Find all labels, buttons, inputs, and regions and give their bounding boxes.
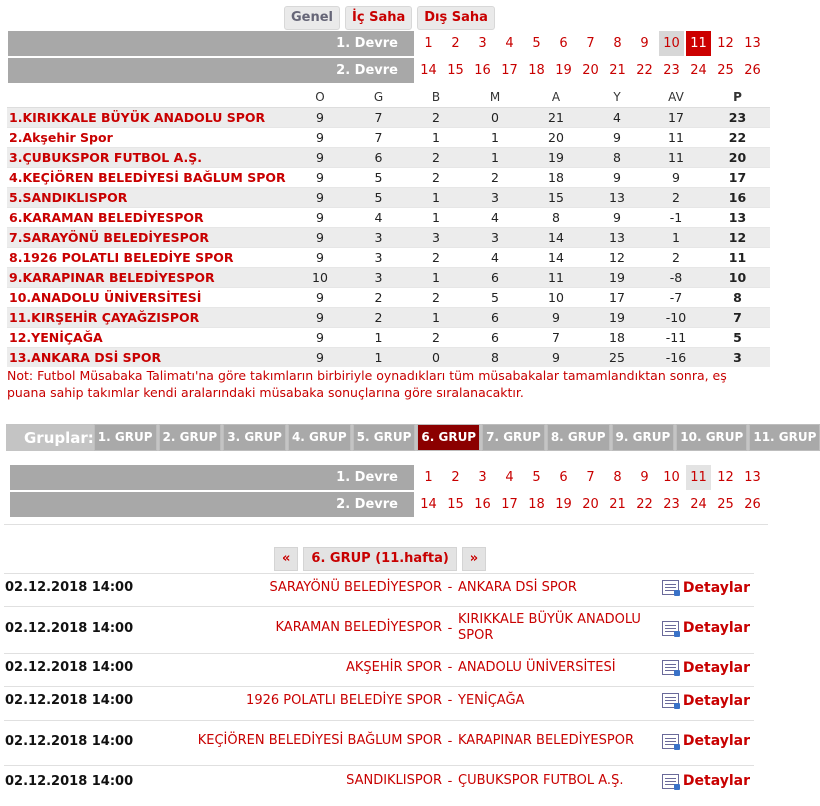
cell-o: 9 — [290, 148, 350, 168]
week-selector-first-half-lower — [10, 465, 765, 490]
cell-o: 10 — [290, 268, 350, 288]
groups-bar — [6, 424, 817, 451]
cell-o: 9 — [290, 208, 350, 228]
cell-g: 5 — [350, 168, 407, 188]
week-link[interactable]: 6 — [551, 31, 576, 56]
details-link[interactable] — [662, 733, 754, 749]
devre-label: 2. Devre — [10, 492, 414, 517]
cell-points: 16 — [705, 188, 770, 208]
cell-y: 9 — [587, 128, 647, 148]
team-name-link[interactable]: 1.KIRIKKALE BÜYÜK ANADOLU SPOR — [7, 108, 290, 128]
details-label: Detaylar — [682, 620, 750, 636]
group-button[interactable]: 9. GRUP — [612, 424, 675, 451]
week-link[interactable]: 23 — [659, 58, 684, 83]
cell-b: 1 — [407, 188, 465, 208]
group-button[interactable]: 11. GRUP — [749, 424, 820, 451]
week-link[interactable]: 15 — [443, 58, 468, 83]
away-team-link[interactable]: ANADOLU ÜNİVERSİTESİ — [458, 659, 616, 675]
next-round-button[interactable]: » — [462, 547, 486, 571]
cell-a: 9 — [525, 348, 587, 368]
week-link[interactable]: 17 — [497, 58, 522, 83]
devre-label: 2. Devre — [8, 58, 414, 83]
standings-row — [7, 348, 770, 368]
cell-b: 3 — [407, 228, 465, 248]
home-team-link[interactable]: 1926 POLATLI BELEDİYE SPOR — [246, 692, 442, 708]
document-icon — [662, 693, 679, 708]
standings-row — [7, 288, 770, 308]
cell-m: 6 — [465, 328, 525, 348]
week-link-current[interactable]: 11 — [686, 465, 711, 490]
home-team-link[interactable]: KARAMAN BELEDİYESPOR — [275, 620, 442, 635]
standings-header — [7, 86, 770, 108]
round-navigation — [274, 547, 486, 571]
week-link[interactable]: 4 — [497, 31, 522, 56]
week-link[interactable]: 21 — [605, 58, 630, 83]
cell-y: 18 — [587, 328, 647, 348]
week-link[interactable]: 26 — [740, 58, 765, 83]
standings-row — [7, 328, 770, 348]
cell-points: 11 — [705, 248, 770, 268]
week-link[interactable]: 22 — [632, 58, 657, 83]
week-link[interactable]: 10 — [659, 465, 684, 490]
group-button[interactable]: 1. GRUP — [94, 424, 157, 451]
cell-o: 9 — [290, 348, 350, 368]
team-name-link[interactable]: 5.SANDIKLISPOR — [7, 188, 290, 208]
week-link[interactable]: 2 — [443, 465, 468, 490]
cell-y: 8 — [587, 148, 647, 168]
cell-av: 1 — [647, 228, 705, 248]
header-y: Y — [587, 86, 647, 108]
header-av: AV — [647, 86, 705, 108]
details-link[interactable] — [662, 580, 754, 596]
week-link[interactable]: 20 — [578, 58, 603, 83]
header-m: M — [465, 86, 525, 108]
header-team — [7, 86, 290, 108]
week-link[interactable]: 13 — [740, 31, 765, 56]
week-link[interactable]: 10 — [659, 31, 684, 56]
team-name-link[interactable]: 10.ANADOLU ÜNİVERSİTESİ — [7, 288, 290, 308]
tab-ic-saha[interactable]: İç Saha — [345, 6, 412, 30]
cell-o: 9 — [290, 308, 350, 328]
cell-o: 9 — [290, 328, 350, 348]
cell-y: 19 — [587, 308, 647, 328]
week-link[interactable]: 24 — [686, 492, 711, 517]
week-link[interactable]: 26 — [740, 492, 765, 517]
cell-av: 2 — [647, 188, 705, 208]
cell-av: 11 — [647, 128, 705, 148]
cell-av: -1 — [647, 208, 705, 228]
cell-a: 15 — [525, 188, 587, 208]
match-datetime: 02.12.2018 14:00 — [5, 693, 134, 708]
cell-points: 8 — [705, 288, 770, 308]
cell-y: 13 — [587, 228, 647, 248]
details-link[interactable] — [662, 620, 754, 636]
details-label: Detaylar — [682, 692, 750, 709]
group-button[interactable]: 5. GRUP — [353, 424, 416, 451]
details-label: Detaylar — [682, 659, 750, 676]
cell-b: 2 — [407, 168, 465, 188]
header-p: P — [705, 86, 770, 108]
cell-av: 11 — [647, 148, 705, 168]
cell-g: 5 — [350, 188, 407, 208]
cell-g: 3 — [350, 248, 407, 268]
home-team-link[interactable]: KEÇİÖREN BELEDİYESİ BAĞLUM SPOR — [197, 733, 442, 748]
cell-y: 25 — [587, 348, 647, 368]
cell-b: 1 — [407, 308, 465, 328]
week-link[interactable]: 6 — [551, 465, 576, 490]
cell-av: -16 — [647, 348, 705, 368]
week-link[interactable]: 22 — [632, 492, 657, 517]
cell-b: 1 — [407, 128, 465, 148]
cell-g: 1 — [350, 348, 407, 368]
team-separator: - — [447, 580, 453, 595]
week-link[interactable]: 19 — [551, 58, 576, 83]
groups-label: Gruplar: — [24, 428, 94, 447]
team-name-link[interactable]: 13.ANKARA DSİ SPOR — [7, 348, 290, 368]
match-datetime: 02.12.2018 14:00 — [5, 733, 134, 749]
cell-g: 3 — [350, 268, 407, 288]
cell-b: 1 — [407, 268, 465, 288]
home-team-link[interactable]: SANDIKLISPOR — [346, 773, 442, 788]
cell-o: 9 — [290, 248, 350, 268]
week-link[interactable]: 9 — [632, 31, 657, 56]
details-label: Detaylar — [682, 579, 750, 596]
cell-a: 19 — [525, 148, 587, 168]
week-link[interactable]: 3 — [470, 465, 495, 490]
cell-a: 21 — [525, 108, 587, 128]
team-name-link[interactable]: 4.KEÇİÖREN BELEDİYESİ BAĞLUM SPOR — [7, 168, 290, 188]
week-link[interactable]: 23 — [659, 492, 684, 517]
devre-label: 1. Devre — [8, 31, 414, 56]
cell-y: 19 — [587, 268, 647, 288]
week-selector-first-half — [8, 31, 765, 56]
match-datetime: 02.12.2018 14:00 — [5, 620, 134, 636]
group-button-active[interactable]: 6. GRUP — [417, 424, 480, 451]
week-link[interactable]: 14 — [416, 492, 441, 517]
cell-y: 4 — [587, 108, 647, 128]
standings-row — [7, 208, 770, 228]
cell-points: 10 — [705, 268, 770, 288]
match-row — [4, 720, 754, 761]
week-link[interactable]: 2 — [443, 31, 468, 56]
cell-av: 17 — [647, 108, 705, 128]
week-link[interactable]: 15 — [443, 492, 468, 517]
week-link[interactable]: 5 — [524, 31, 549, 56]
standings-row — [7, 308, 770, 328]
document-icon — [662, 774, 679, 789]
team-separator: - — [447, 693, 453, 708]
cell-y: 12 — [587, 248, 647, 268]
cell-points: 7 — [705, 308, 770, 328]
cell-g: 2 — [350, 288, 407, 308]
match-datetime: 02.12.2018 14:00 — [5, 660, 134, 675]
standings-row — [7, 128, 770, 148]
week-link[interactable]: 1 — [416, 31, 441, 56]
week-link[interactable]: 18 — [524, 58, 549, 83]
view-tabs — [284, 6, 495, 30]
team-separator: - — [447, 620, 453, 636]
week-link[interactable]: 7 — [578, 465, 603, 490]
standings-row — [7, 188, 770, 208]
tab-dis-saha[interactable]: Dış Saha — [417, 6, 495, 30]
cell-g: 7 — [350, 108, 407, 128]
cell-b: 1 — [407, 208, 465, 228]
week-selector-second-half — [8, 58, 765, 83]
group-button[interactable]: 3. GRUP — [223, 424, 286, 451]
details-link[interactable] — [662, 693, 754, 709]
match-row — [4, 653, 754, 681]
week-link[interactable]: 7 — [578, 31, 603, 56]
home-team-link[interactable]: AKŞEHİR SPOR — [345, 659, 442, 675]
cell-av: -7 — [647, 288, 705, 308]
team-name-link[interactable]: 11.KIRŞEHİR ÇAYAĞZISPOR — [7, 308, 290, 328]
week-link[interactable]: 8 — [605, 465, 630, 490]
cell-a: 10 — [525, 288, 587, 308]
cell-g: 3 — [350, 228, 407, 248]
group-button[interactable]: 8. GRUP — [547, 424, 610, 451]
cell-g: 1 — [350, 328, 407, 348]
cell-m: 6 — [465, 268, 525, 288]
standings-row — [7, 168, 770, 188]
standings-table — [7, 86, 770, 367]
match-datetime: 02.12.2018 14:00 — [5, 773, 134, 789]
cell-y: 17 — [587, 288, 647, 308]
cell-points: 20 — [705, 148, 770, 168]
document-icon — [662, 734, 679, 749]
details-label: Detaylar — [682, 733, 750, 749]
week-link[interactable]: 16 — [470, 58, 495, 83]
away-team-link[interactable]: ANKARA DSİ SPOR — [458, 579, 577, 595]
week-link[interactable]: 8 — [605, 31, 630, 56]
week-link-current[interactable]: 11 — [686, 31, 711, 56]
team-name-link[interactable]: 7.SARAYÖNÜ BELEDİYESPOR — [7, 228, 290, 248]
group-button[interactable]: 2. GRUP — [159, 424, 222, 451]
cell-o: 9 — [290, 228, 350, 248]
details-link[interactable] — [662, 773, 754, 789]
cell-y: 9 — [587, 168, 647, 188]
cell-points: 23 — [705, 108, 770, 128]
week-link[interactable]: 25 — [713, 58, 738, 83]
away-team-link[interactable]: KIRIKKALE BÜYÜK ANADOLU SPOR — [458, 612, 641, 643]
standings-row — [7, 248, 770, 268]
cell-m: 5 — [465, 288, 525, 308]
standings-row — [7, 228, 770, 248]
cell-a: 14 — [525, 228, 587, 248]
header-g: G — [350, 86, 407, 108]
header-b: B — [407, 86, 465, 108]
match-datetime: 02.12.2018 14:00 — [5, 580, 134, 595]
cell-m: 3 — [465, 228, 525, 248]
week-link[interactable]: 17 — [497, 492, 522, 517]
week-link[interactable]: 12 — [713, 465, 738, 490]
team-name-link[interactable]: 8.1926 POLATLI BELEDİYE SPOR — [7, 248, 290, 268]
cell-o: 9 — [290, 168, 350, 188]
team-separator: - — [447, 733, 453, 749]
cell-m: 4 — [465, 208, 525, 228]
week-link[interactable]: 16 — [470, 492, 495, 517]
cell-o: 9 — [290, 188, 350, 208]
cell-b: 2 — [407, 148, 465, 168]
standings-row — [7, 268, 770, 288]
group-button[interactable]: 4. GRUP — [288, 424, 351, 451]
week-link[interactable]: 14 — [416, 58, 441, 83]
week-link[interactable]: 19 — [551, 492, 576, 517]
cell-m: 2 — [465, 168, 525, 188]
header-o: O — [290, 86, 350, 108]
cell-b: 0 — [407, 348, 465, 368]
week-link[interactable]: 20 — [578, 492, 603, 517]
cell-b: 2 — [407, 288, 465, 308]
cell-b: 2 — [407, 328, 465, 348]
cell-a: 7 — [525, 328, 587, 348]
week-link[interactable]: 21 — [605, 492, 630, 517]
week-link[interactable]: 1 — [416, 465, 441, 490]
devre-label: 1. Devre — [10, 465, 414, 490]
details-link[interactable] — [662, 660, 754, 676]
cell-m: 6 — [465, 308, 525, 328]
header-a: A — [525, 86, 587, 108]
cell-points: 5 — [705, 328, 770, 348]
divider — [4, 524, 768, 525]
cell-m: 4 — [465, 248, 525, 268]
week-link[interactable]: 12 — [713, 31, 738, 56]
cell-points: 17 — [705, 168, 770, 188]
cell-points: 22 — [705, 128, 770, 148]
team-name-link[interactable]: 6.KARAMAN BELEDİYESPOR — [7, 208, 290, 228]
cell-points: 12 — [705, 228, 770, 248]
cell-o: 9 — [290, 108, 350, 128]
away-team-link[interactable]: KARAPINAR BELEDİYESPOR — [458, 733, 634, 748]
cell-g: 4 — [350, 208, 407, 228]
team-separator: - — [447, 660, 453, 675]
week-link[interactable]: 25 — [713, 492, 738, 517]
cell-g: 6 — [350, 148, 407, 168]
week-link[interactable]: 5 — [524, 465, 549, 490]
cell-o: 9 — [290, 128, 350, 148]
away-team-link[interactable]: YENİÇAĞA — [458, 692, 525, 708]
cell-g: 7 — [350, 128, 407, 148]
week-selector-second-half-lower — [10, 492, 765, 517]
away-team-link[interactable]: ÇUBUKSPOR FUTBOL A.Ş. — [458, 773, 624, 788]
week-link[interactable]: 13 — [740, 465, 765, 490]
cell-m: 1 — [465, 148, 525, 168]
cell-av: 2 — [647, 248, 705, 268]
team-name-link[interactable]: 2.Akşehir Spor — [7, 128, 290, 148]
tiebreak-note: Not: Futbol Müsabaka Talimatı'na göre takımların birbiriyle oynadıkları tüm müsabakalar tamamlandıktan sonra, eş puana sahip takımlar kendi aralarındaki müsabaka sonuçlarına göre sıralanacaktır. — [7, 368, 727, 400]
cell-o: 9 — [290, 288, 350, 308]
cell-b: 2 — [407, 248, 465, 268]
cell-a: 20 — [525, 128, 587, 148]
details-label: Detaylar — [682, 773, 750, 789]
cell-a: 18 — [525, 168, 587, 188]
match-row — [4, 606, 754, 649]
document-icon — [662, 621, 679, 636]
group-button[interactable]: 10. GRUP — [676, 424, 747, 451]
cell-m: 8 — [465, 348, 525, 368]
group-button[interactable]: 7. GRUP — [482, 424, 545, 451]
cell-b: 2 — [407, 108, 465, 128]
cell-y: 13 — [587, 188, 647, 208]
cell-a: 11 — [525, 268, 587, 288]
round-title: 6. GRUP (11.hafta) — [303, 547, 456, 571]
week-link[interactable]: 24 — [686, 58, 711, 83]
cell-m: 3 — [465, 188, 525, 208]
match-row — [4, 765, 754, 796]
cell-av: 9 — [647, 168, 705, 188]
team-name-link[interactable]: 9.KARAPINAR BELEDİYESPOR — [7, 268, 290, 288]
cell-av: -10 — [647, 308, 705, 328]
standings-row — [7, 148, 770, 168]
cell-m: 0 — [465, 108, 525, 128]
team-name-link[interactable]: 3.ÇUBUKSPOR FUTBOL A.Ş. — [7, 148, 290, 168]
cell-m: 1 — [465, 128, 525, 148]
cell-a: 8 — [525, 208, 587, 228]
cell-points: 3 — [705, 348, 770, 368]
cell-g: 2 — [350, 308, 407, 328]
cell-av: -8 — [647, 268, 705, 288]
team-separator: - — [447, 773, 453, 789]
tab-genel[interactable]: Genel — [284, 6, 340, 30]
cell-av: -11 — [647, 328, 705, 348]
standings-row — [7, 108, 770, 128]
cell-a: 9 — [525, 308, 587, 328]
match-row — [4, 573, 754, 601]
week-link[interactable]: 3 — [470, 31, 495, 56]
cell-points: 13 — [705, 208, 770, 228]
document-icon — [662, 660, 679, 675]
team-name-link[interactable]: 12.YENİÇAĞA — [7, 328, 290, 348]
match-row — [4, 686, 754, 714]
week-link[interactable]: 9 — [632, 465, 657, 490]
week-link[interactable]: 4 — [497, 465, 522, 490]
document-icon — [662, 580, 679, 595]
cell-a: 14 — [525, 248, 587, 268]
home-team-link[interactable]: SARAYÖNÜ BELEDİYESPOR — [269, 579, 442, 595]
cell-y: 9 — [587, 208, 647, 228]
prev-round-button[interactable]: « — [274, 547, 298, 571]
week-link[interactable]: 18 — [524, 492, 549, 517]
